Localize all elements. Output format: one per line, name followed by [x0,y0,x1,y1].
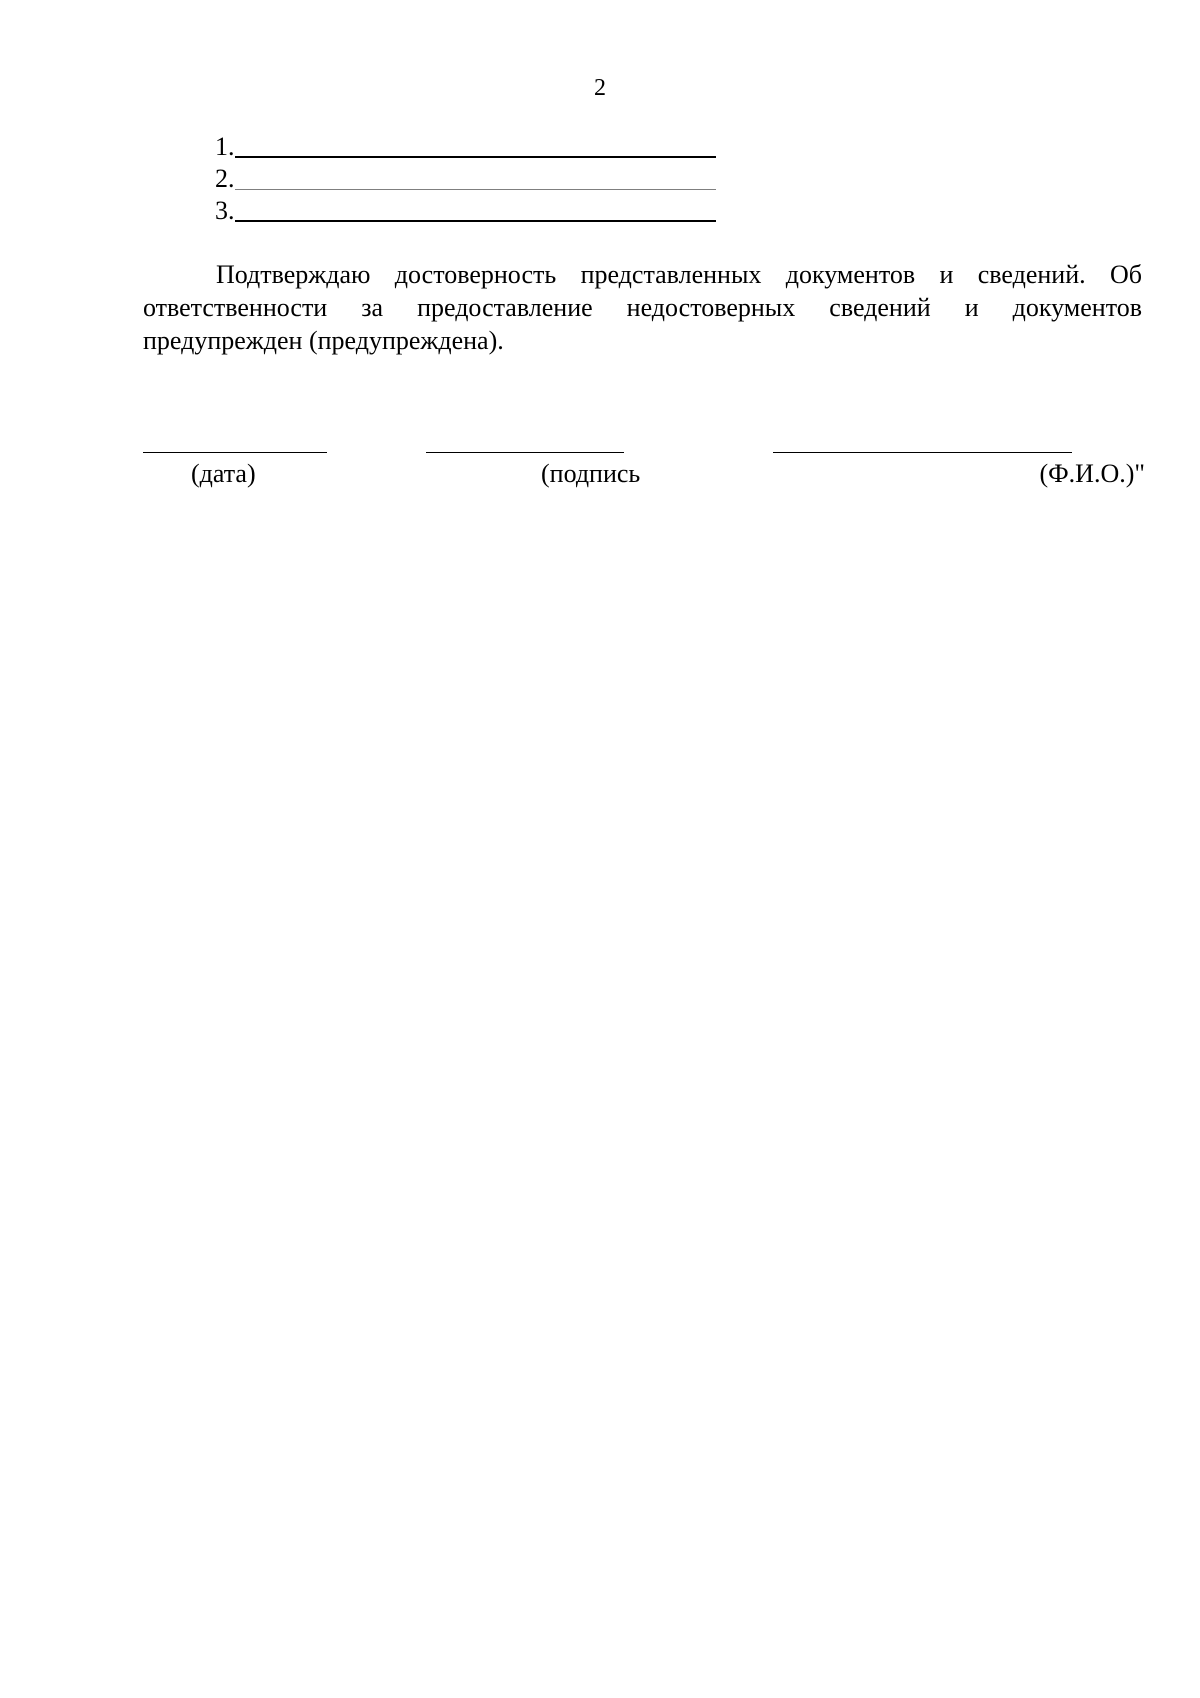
full-name-caption: (Ф.И.О.)" [1039,459,1145,488]
list-item-number: 2. [215,164,235,193]
page-number: 2 [594,75,606,101]
list-item [215,194,715,226]
confirmation-paragraph: Подтверждаю достоверность представленных документов и сведений. Об ответственности за предоставление недостоверных сведений и документов предупрежден (предупреждена). [143,260,1142,355]
date-caption: (дата) [191,459,256,488]
signature-blank-line [426,452,624,453]
list-item [215,162,715,194]
numbered-blank-list [215,130,715,226]
full-name-blank-line [773,452,1072,453]
list-item-blank-line [235,165,716,190]
signature-caption: (подпись [541,459,641,488]
list-item-blank-line [235,196,716,222]
list-item-number: 3. [215,196,235,225]
date-blank-line [143,452,327,453]
list-item [215,130,715,162]
list-item-blank-line [235,132,716,158]
list-item-number: 1. [215,132,235,161]
